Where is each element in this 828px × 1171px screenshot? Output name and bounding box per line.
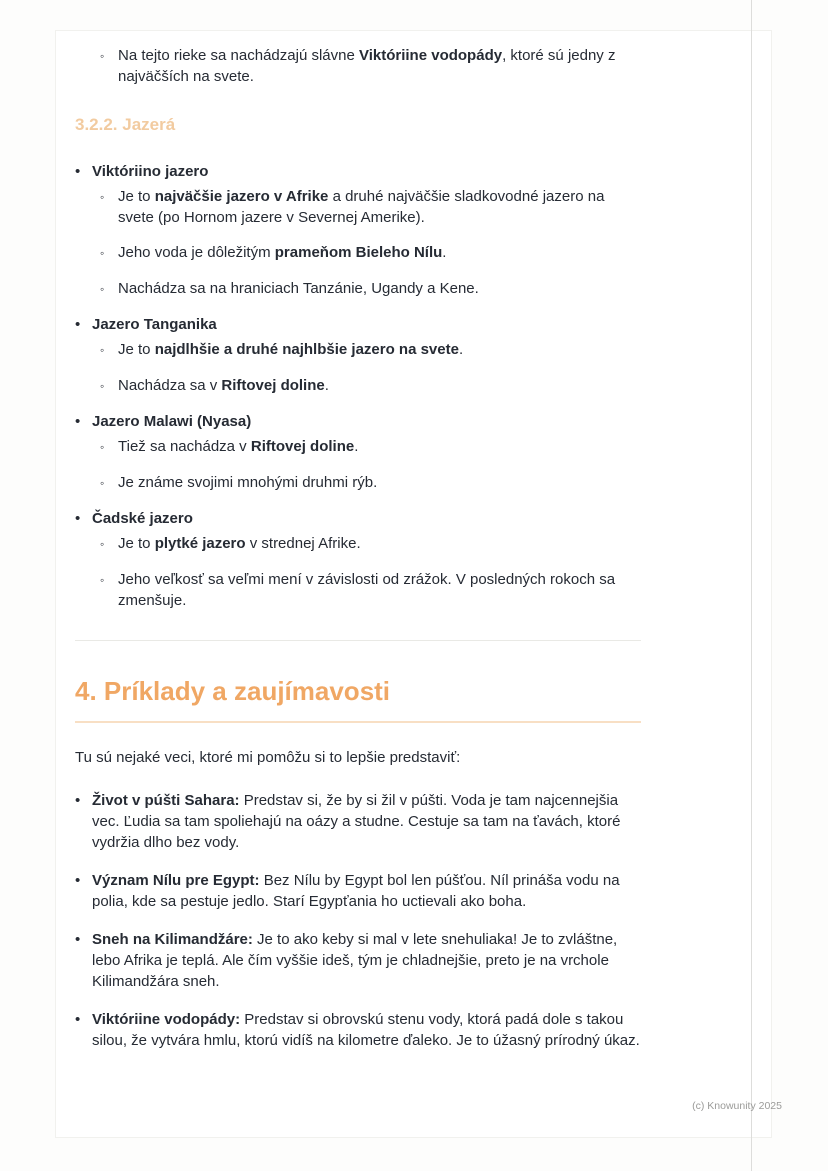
bullet-icon: • (75, 931, 81, 948)
circle-bullet-icon: ◦ (100, 246, 105, 260)
example-text: Význam Nílu pre Egypt: Bez Nílu by Egypt bol len púšťou. Níl prináša vodu na polia, kde sa pestuje jedlo. Starí Egypťania ho uctievali ako boha. (92, 872, 620, 910)
section-intro-text: Tu sú nejaké veci, ktoré mi pomôžu si to lepšie predstaviť: (75, 749, 461, 766)
example-text: Sneh na Kilimandžáre: Je to ako keby si mal v lete snehuliaka! Je to zvláštne, lebo Afrika je teplá. Ale čím vyššie ideš, tým je chladnejšie, preto je na vrchole Kilimandžára sneh. (92, 931, 618, 990)
lake-sub-list (75, 186, 641, 314)
list-item-text: Jeho veľkosť sa veľmi mení v závislosti od zrážok. V posledných rokoch sa zmenšuje. (118, 571, 616, 609)
list-item (100, 186, 641, 228)
document-content (75, 45, 641, 1068)
bullet-icon: • (75, 316, 81, 333)
bullet-icon: • (75, 163, 81, 180)
lake-title-row (75, 314, 217, 335)
lake-title-row (75, 161, 208, 182)
list-item (100, 375, 463, 397)
example-item (75, 870, 641, 912)
example-item (75, 929, 641, 992)
page-footer: (c) Knowunity 2025 (692, 1100, 782, 1112)
list-item (100, 242, 641, 264)
circle-bullet-icon: ◦ (100, 379, 105, 393)
list-item (100, 339, 463, 361)
example-text: Viktóriine vodopády: Predstav si obrovskú stenu vody, ktorá padá dole s takou silou, že vytvára hmlu, ktorú vidíš na kilometre ďaleko. Je to úžasný prírodný úkaz. (92, 1011, 640, 1049)
lake-name: Čadské jazero (92, 510, 193, 527)
lake-sub-list (75, 533, 641, 625)
circle-bullet-icon: ◦ (100, 573, 105, 587)
circle-bullet-icon: ◦ (100, 282, 105, 296)
list-item (100, 436, 377, 458)
list-item (100, 569, 641, 611)
carryover-sub-list (75, 45, 641, 87)
list-item (100, 45, 641, 87)
circle-bullet-icon: ◦ (100, 190, 105, 204)
list-item-text: Je to najväčšie jazero v Afrike a druhé najväčšie sladkovodné jazero na svete (po Hornom jazere v Severnej Amerike). (118, 188, 605, 226)
section-heading-jazera: 3.2.2. Jazerá (75, 115, 176, 134)
lake-item (75, 314, 641, 411)
list-item (100, 472, 377, 494)
circle-bullet-icon: ◦ (100, 49, 105, 63)
list-item (100, 533, 641, 555)
section-divider (75, 640, 641, 641)
lake-sub-list (75, 339, 463, 411)
example-text: Život v púšti Sahara: Predstav si, že by si žil v púšti. Voda je tam najcennejšia vec. Ľudia sa tam spoliehajú na oázy a studne. Cestuje sa tam na ťavách, ktoré vydržia dlho bez vody. (92, 792, 621, 851)
circle-bullet-icon: ◦ (100, 440, 105, 454)
list-item-text: Na tejto rieke sa nachádzajú slávne Viktóriine vodopády, ktoré sú jedny z najväčších na svete. (118, 47, 616, 85)
list-item-text: Nachádza sa na hraniciach Tanzánie, Ugandy a Kene. (118, 280, 479, 297)
example-item (75, 1009, 641, 1051)
list-item-text: Je to najdlhšie a druhé najhlbšie jazero na svete. (118, 341, 464, 358)
lake-item (75, 508, 641, 625)
bullet-icon: • (75, 872, 81, 889)
bullet-icon: • (75, 510, 81, 527)
lake-sub-list (75, 436, 377, 508)
lake-title-row (75, 411, 251, 432)
list-item-text: Jeho voda je dôležitým prameňom Bieleho Nílu. (118, 244, 447, 261)
list-item-text: Nachádza sa v Riftovej doline. (118, 377, 329, 394)
lake-name: Viktóriino jazero (92, 163, 209, 180)
list-item-text: Tiež sa nachádza v Riftovej doline. (118, 438, 359, 455)
list-item (100, 278, 641, 300)
list-item-text: Je známe svojimi mnohými druhmi rýb. (118, 474, 378, 491)
bullet-icon: • (75, 1011, 81, 1028)
lake-title-row (75, 508, 193, 529)
lake-item (75, 161, 641, 314)
lakes-list (75, 161, 641, 625)
examples-list (75, 790, 641, 1051)
lake-name: Jazero Malawi (Nyasa) (92, 413, 252, 430)
bullet-icon: • (75, 413, 81, 430)
document-page (55, 30, 772, 1138)
circle-bullet-icon: ◦ (100, 537, 105, 551)
page-edge-line (751, 0, 752, 1171)
section-heading-priklady: 4. Príklady a zaujímavosti (75, 675, 641, 723)
circle-bullet-icon: ◦ (100, 476, 105, 490)
circle-bullet-icon: ◦ (100, 343, 105, 357)
example-item (75, 790, 641, 853)
bullet-icon: • (75, 792, 81, 809)
list-item-text: Je to plytké jazero v strednej Afrike. (118, 535, 361, 552)
lake-item (75, 411, 641, 508)
lake-name: Jazero Tanganika (92, 316, 217, 333)
